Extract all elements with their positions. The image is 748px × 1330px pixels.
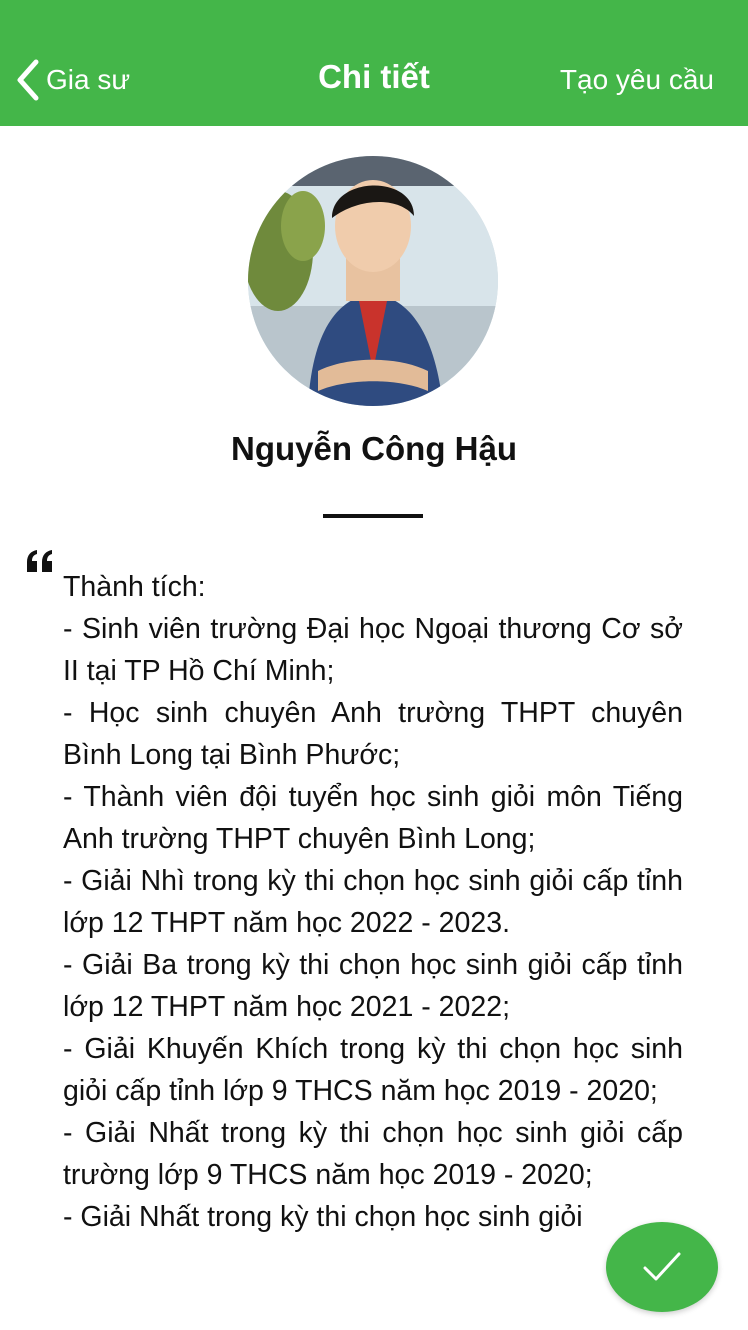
bio-line: - Giải Nhất trong kỳ thi chọn học sinh giỏi xyxy=(63,1201,583,1233)
bio-line: - Giải Nhì trong kỳ thi chọn học sinh giỏi cấp tỉnh lớp 12 THPT năm học 2022 - 2023. xyxy=(63,865,683,939)
bio-line: Thành tích: xyxy=(63,571,206,603)
avatar xyxy=(248,156,498,406)
bio-line: - Thành viên đội tuyển học sinh giỏi môn Tiếng Anh trường THPT chuyên Bình Long; xyxy=(63,781,683,855)
quote-icon xyxy=(26,550,54,572)
bio-line: - Giải Nhất trong kỳ thi chọn học sinh giỏi cấp trường lớp 9 THCS năm học 2019 - 2020; xyxy=(63,1117,683,1191)
check-icon xyxy=(642,1250,682,1284)
bio-text xyxy=(63,566,683,1238)
divider xyxy=(323,514,423,518)
back-label: Gia sư xyxy=(46,64,131,95)
create-request-button[interactable]: Tạo yêu cầu xyxy=(559,64,714,95)
bio-line: - Học sinh chuyên Anh trường THPT chuyên Bình Long tại Bình Phước; xyxy=(63,697,683,771)
nav-bar xyxy=(0,0,748,126)
bio-line: - Giải Khuyến Khích trong kỳ thi chọn học sinh giỏi cấp tỉnh lớp 9 THCS năm học 2019 - 2020; xyxy=(63,1033,683,1107)
page-title: Chi tiết xyxy=(318,58,430,95)
bio-line: - Giải Ba trong kỳ thi chọn học sinh giỏi cấp tỉnh lớp 12 THPT năm học 2021 - 2022; xyxy=(63,949,683,1023)
bio-line: - Sinh viên trường Đại học Ngoại thương Cơ sở II tại TP Hồ Chí Minh; xyxy=(63,613,683,687)
confirm-button[interactable] xyxy=(606,1222,718,1312)
tutor-name: Nguyễn Công Hậu xyxy=(231,430,517,467)
